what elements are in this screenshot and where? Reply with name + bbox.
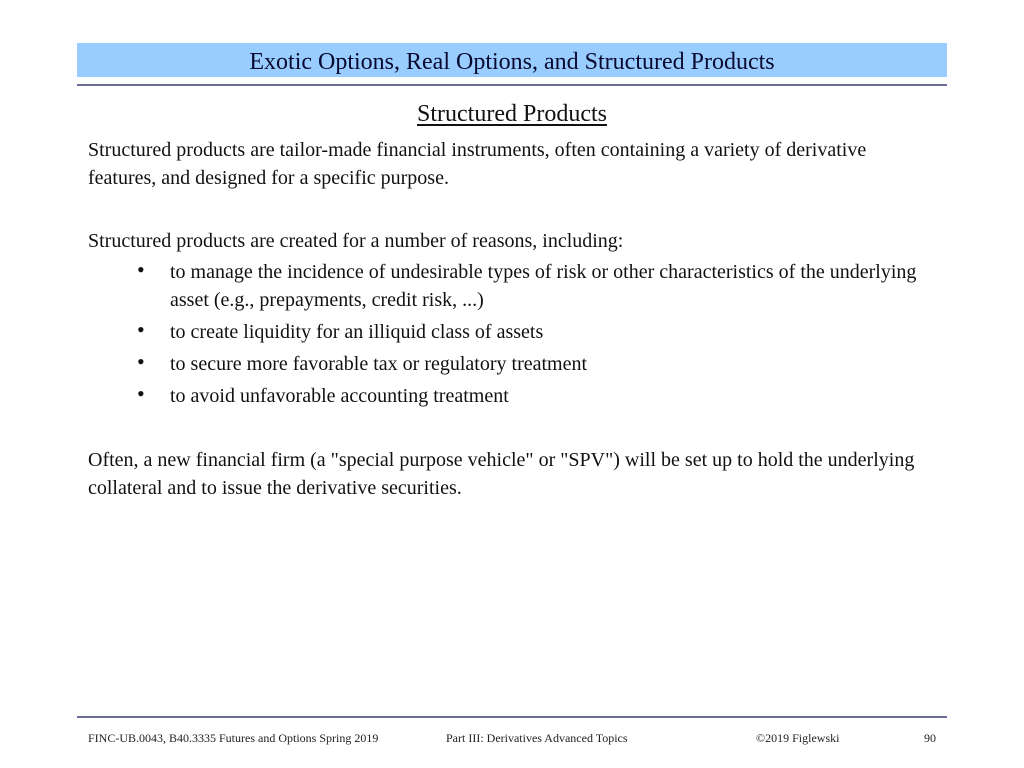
slide-title: Exotic Options, Real Options, and Structured Products	[249, 49, 775, 75]
page-number: 90	[924, 731, 936, 745]
spv-paragraph: Often, a new financial firm (a "special purpose vehicle" or "SPV") will be set up to hold the underlying collateral and to issue the derivative securities.	[88, 449, 915, 499]
list-item-text: to secure more favorable tax or regulatory treatment	[170, 353, 588, 375]
bullet-icon: •	[137, 317, 145, 342]
section-heading: Structured Products	[417, 101, 607, 127]
intro-paragraph: Structured products are tailor-made financial instruments, often containing a variety of derivative features, and designed for a specific purpose.	[88, 139, 867, 189]
bullet-icon: •	[137, 381, 145, 406]
reasons-lead-paragraph: Structured products are created for a number of reasons, including:	[88, 230, 624, 252]
list-item-text: to avoid unfavorable accounting treatment	[170, 385, 509, 407]
list-item-text: to manage the incidence of undesirable types of risk or other characteristics of the underlying asset (e.g., prepayments, credit risk, ...)	[170, 261, 917, 311]
footer-copyright: ©2019 Figlewski	[756, 731, 840, 745]
list-item	[135, 318, 935, 346]
bullet-icon: •	[137, 257, 145, 282]
footer-part: Part III: Derivatives Advanced Topics	[446, 731, 628, 745]
list-item-text: to create liquidity for an illiquid class of assets	[170, 321, 544, 343]
footer-course: FINC-UB.0043, B40.3335 Futures and Options Spring 2019	[88, 731, 379, 745]
list-item	[135, 350, 935, 378]
footer-divider	[77, 716, 947, 718]
header-divider	[77, 84, 947, 86]
list-item	[135, 258, 935, 314]
reasons-list	[135, 258, 935, 414]
slide-title-bar	[77, 43, 947, 77]
bullet-icon: •	[137, 349, 145, 374]
list-item	[135, 382, 935, 410]
